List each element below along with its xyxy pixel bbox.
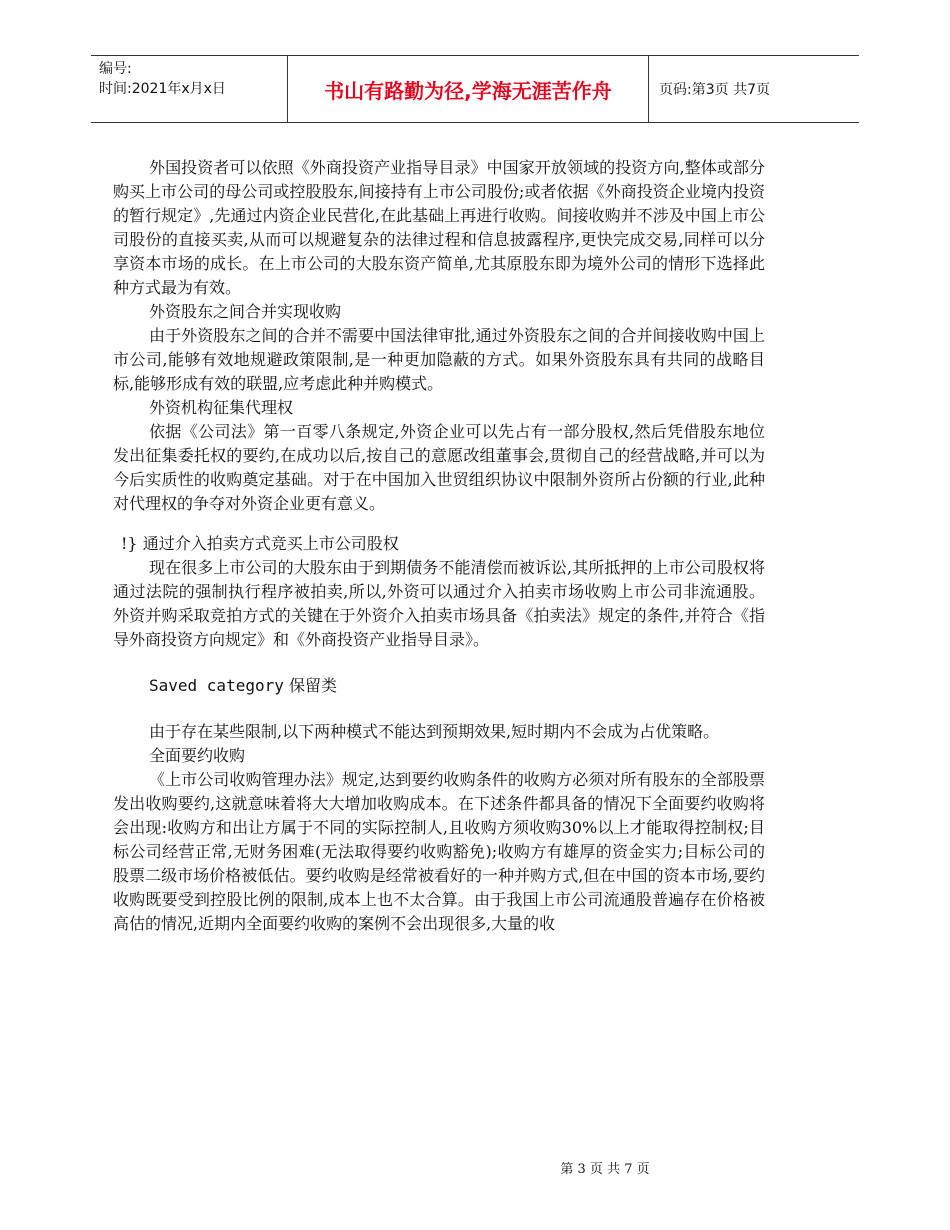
heading-shareholder-merger: 外资股东之间合并实现收购 (149, 302, 342, 321)
header-page-number: 页码:第3页 共7页 (659, 82, 770, 98)
heading-tender-offer: 全面要约收购 (149, 746, 246, 765)
paragraph-tender-offer: 《上市公司收购管理办法》规定,达到要约收购条件的收购方必须对所有股东的全部股票发出收购要约,这就意味着将大大增加收购成本。在下述条件都具备的情况下全面要约收购将会出现:收购方和出让方属于不同的实际控制人,且收购方须收购30%以上才能取得控制权;目标公司经营正常,无财务困难(无法取得要约收购豁免);收购方有雄厚的资金实力;目标公司的股票二级市场价格被低估。要约收购是经常被看好的一种并购方式,但在中国的资本市场,要约收购既要受到控股比例的限制,成本上也不太合算。由于我国上市公司流通股普遍存在价格被高估的情况,近期内全面要约收购的案例不会出现很多,大量的收 (113, 770, 765, 933)
paragraph-limitations: 由于存在某些限制,以下两种模式不能达到预期效果,短时期内不会成为占优策略。 (149, 722, 720, 741)
page-footer: 第 3 页 共 7 页 (560, 1162, 650, 1177)
heading-saved-category-en: Saved category (149, 676, 284, 695)
document-body (113, 156, 765, 936)
page-header (91, 55, 859, 123)
heading-auction-bidding: !} 通过介入拍卖方式竞买上市公司股权 (121, 534, 399, 553)
heading-saved-category-cn: 保留类 (288, 676, 337, 695)
paragraph-indirect-acquisition: 外国投资者可以依照《外商投资产业指导目录》中国家开放领域的投资方向,整体或部分购买上市公司的母公司或控股股东,间接持有上市公司股份;或者依据《外商投资企业境内投资的暂行规定》,先通过内资企业民营化,在此基础上再进行收购。间接收购并不涉及中国上市公司股份的直接买卖,从而可以规避复杂的法律过程和信息披露程序,更快完成交易,同样可以分享资本市场的成长。在上市公司的大股东资产简单,尤其原股东即为境外公司的情形下选择此种方式最为有效。 (113, 158, 765, 297)
paragraph-shareholder-merger: 由于外资股东之间的合并不需要中国法律审批,通过外资股东之间的合并间接收购中国上市公司,能够有效地规避政策限制,是一种更加隐蔽的方式。如果外资股东具有共同的战略目标,能够形成有效的联盟,应考虑此种并购模式。 (113, 326, 765, 393)
heading-saved-category (113, 674, 765, 698)
header-number: 编号: (99, 61, 132, 77)
paragraph-proxy-solicitation: 依据《公司法》第一百零八条规定,外资企业可以先占有一部分股权,然后凭借股东地位发出征集委托权的要约,在成功以后,按自己的意愿改组董事会,贯彻自己的经营战略,并可以为今后实质性的收购奠定基础。对于在中国加入世贸组织协议中限制外资所占份额的行业,此种对代理权的争夺对外资企业更有意义。 (113, 422, 765, 513)
heading-proxy-solicitation: 外资机构征集代理权 (149, 398, 294, 417)
header-time: 时间:2021年x月x日 (99, 81, 226, 97)
header-meta (99, 59, 289, 99)
header-motto: 书山有路勤为径,学海无涯苦作舟 (287, 56, 649, 122)
paragraph-auction-bidding: 现在很多上市公司的大股东由于到期债务不能清偿而被诉讼,其所抵押的上市公司股权将通过法院的强制执行程序被拍卖,所以,外资可以通过介入拍卖市场收购上市公司非流通股。 外资并购采取竞拍方式的关键在于外资介入拍卖市场具备《拍卖法》规定的条件,并符合《指导外商投资方向规定》和《外商投资产业指导目录》。 (113, 558, 765, 649)
